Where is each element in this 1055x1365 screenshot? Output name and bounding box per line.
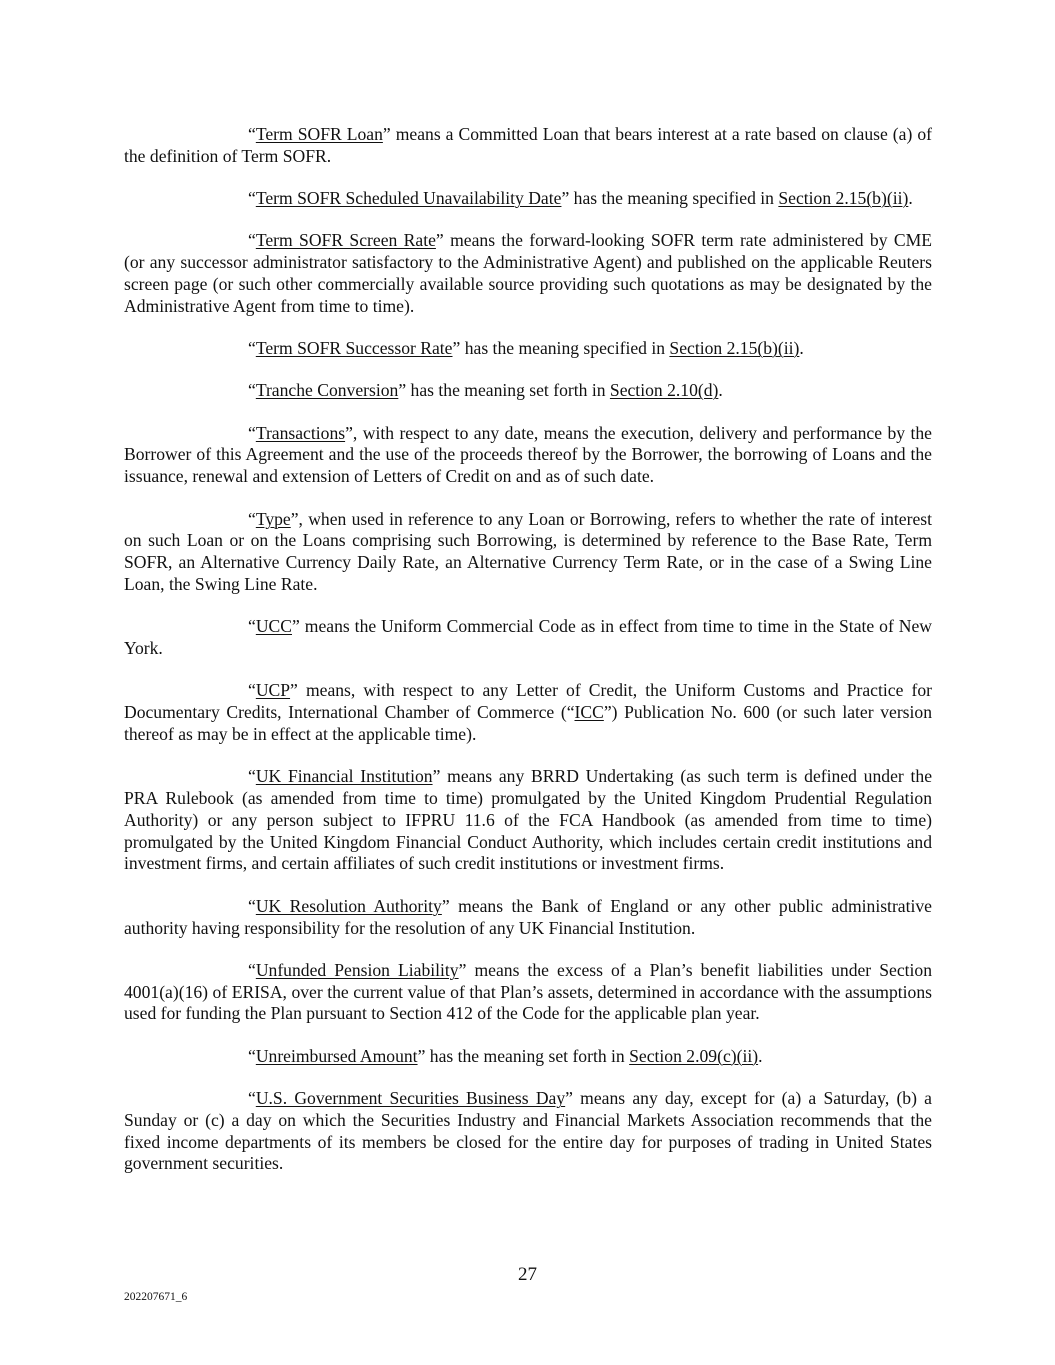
definition-term-sofr-successor-rate bbox=[124, 338, 932, 360]
quote-close: ” bbox=[458, 959, 467, 980]
quote-open: “ bbox=[248, 188, 256, 209]
defined-term-icc: ICC bbox=[574, 702, 604, 723]
definition-text: . bbox=[718, 380, 723, 401]
defined-term: UK Financial Institution bbox=[255, 766, 433, 787]
definition-text: , with respect to any date, means the execution, delivery and performance by the Borrower of this Agreement and the use of the proceeds thereof by the Borrower, the borrowing of Loans and the issuance, renewal and extension of Letters of Credit on and as of such date. bbox=[124, 422, 932, 487]
quote-open: “ bbox=[248, 1088, 256, 1108]
defined-term: Unreimbursed Amount bbox=[255, 1045, 418, 1066]
quote-open: “ bbox=[248, 680, 256, 701]
quote-open: “ bbox=[248, 959, 256, 980]
quote-open: “ bbox=[248, 895, 256, 916]
definition-text: means the excess of a Plan’s benefit liabilities under Section 4001(a)(16) of ERISA, over the current value of that Plan’s assets, determined in accordance with the assumptions used for funding the Plan pursuant to Section 412 of the Code for the applicable plan year. bbox=[124, 959, 932, 1024]
section-reference: Section 2.09(c)(ii) bbox=[629, 1045, 759, 1066]
definition-text: means any BRRD Undertaking (as such term is defined under the PRA Rulebook (as amended from time to time) promulgated by the United Kingdom Prudential Regulation Authority) or any person subject to IFPRU 11.6 of the FCA Handbook (as amended from time to time) promulgated by the United Kingdom Financial Conduct Authority, which includes certain credit institutions and investment firms, and certain affiliates of such credit institutions or investment firms. bbox=[124, 766, 933, 874]
quote-close: ” bbox=[382, 124, 396, 144]
definition-text: means a Committed Loan that bears interest at a rate based on clause (a) of the definition of Term SOFR. bbox=[124, 124, 932, 166]
definition-uk-resolution-authority bbox=[124, 896, 932, 940]
definition-ucp bbox=[124, 680, 932, 745]
quote-open: “ bbox=[248, 338, 256, 359]
quote-close: ” bbox=[561, 188, 570, 209]
quote-open: “ bbox=[248, 616, 256, 637]
quote-open: “ bbox=[248, 508, 256, 529]
definition-text: means, with respect to any Letter of Credit, the Uniform Customs and Practice for Documentary Credits, International Chamber of Commerce (“ bbox=[124, 680, 932, 723]
quote-close: ” bbox=[345, 422, 353, 443]
defined-term: Transactions bbox=[255, 422, 346, 443]
section-reference: Section 2.15(b)(ii) bbox=[669, 338, 800, 359]
definition-transactions bbox=[124, 423, 932, 488]
quote-close: ” bbox=[432, 766, 441, 787]
definition-text: . bbox=[758, 1045, 763, 1066]
definition-uk-financial-institution bbox=[124, 766, 932, 875]
quote-close: ” bbox=[565, 1088, 573, 1108]
defined-term: UK Resolution Authority bbox=[255, 895, 442, 916]
defined-term: U.S. Government Securities Business Day bbox=[255, 1088, 566, 1108]
quote-open: “ bbox=[248, 380, 256, 401]
definition-text: means the forward-looking SOFR term rate administered by CME (or any successor administrator satisfactory to the Administrative Agent) and published on the applicable Reuters screen page (or such other commercially available source providing such quotations as may be designated by the Administrative Agent from time to time). bbox=[124, 230, 933, 316]
definition-text: has the meaning set forth in bbox=[425, 1045, 630, 1066]
quote-close: ” bbox=[441, 895, 450, 916]
definition-text: , when used in reference to any Loan or Borrowing, refers to whether the rate of interest on such Loan or on the Loans comprising such Borrowing, is determined by reference to the Base Rate, Term SOFR, an Alternative Currency Daily Rate, an Alternative Currency Term Rate, or in the case of a Swing Line Loan, the Swing Line Rate. bbox=[124, 508, 932, 594]
quote-open: “ bbox=[248, 766, 256, 787]
definition-text: means the Uniform Commercial Code as in effect from time to time in the State of New York. bbox=[124, 616, 932, 659]
definition-text: has the meaning set forth in bbox=[406, 380, 610, 401]
definitions-section bbox=[124, 124, 932, 1196]
definition-unreimbursed-amount bbox=[124, 1046, 932, 1068]
quote-close: ” bbox=[435, 230, 444, 251]
definition-type bbox=[124, 509, 932, 596]
definition-term-sofr-screen-rate bbox=[124, 230, 932, 317]
definition-text: has the meaning specified in bbox=[460, 338, 670, 359]
definition-term-sofr-scheduled-unavailability-date bbox=[124, 188, 932, 210]
definition-text: means any day, except for (a) a Saturday, (b) a Sunday or (c) a day on which the Securities Industry and Financial Markets Association recommends that the fixed income departments of its members be closed for the entire day for purposes of trading in United States government securities. bbox=[124, 1088, 932, 1174]
definition-text: means the Bank of England or any other public administrative authority having responsibility for the resolution of any UK Financial Institution. bbox=[124, 895, 932, 938]
definition-unfunded-pension-liability bbox=[124, 960, 932, 1025]
definition-text: ”) Publication No. 600 (or such later version thereof as may be in effect at the applicable time). bbox=[124, 702, 933, 744]
defined-term: Tranche Conversion bbox=[255, 380, 399, 401]
defined-term: Term SOFR Scheduled Unavailability Date bbox=[255, 188, 562, 209]
definition-text: . bbox=[799, 338, 804, 359]
document-id: 202207671_6 bbox=[124, 1291, 188, 1303]
quote-close: ” bbox=[290, 508, 299, 529]
quote-close: ” bbox=[417, 1045, 426, 1066]
quote-close: ” bbox=[398, 380, 407, 401]
defined-term: Type bbox=[255, 508, 291, 529]
section-reference: Section 2.15(b)(ii) bbox=[778, 188, 909, 209]
definition-ucc bbox=[124, 616, 932, 660]
quote-open: “ bbox=[248, 1045, 256, 1066]
quote-open: “ bbox=[248, 422, 256, 443]
defined-term: Term SOFR Loan bbox=[255, 124, 383, 144]
defined-term: Term SOFR Successor Rate bbox=[255, 338, 453, 359]
defined-term: Term SOFR Screen Rate bbox=[255, 230, 436, 251]
defined-term: Unfunded Pension Liability bbox=[255, 959, 459, 980]
page-number: 27 bbox=[518, 1264, 537, 1285]
quote-close: ” bbox=[452, 338, 461, 359]
quote-open: “ bbox=[248, 230, 256, 251]
definition-term-sofr-loan bbox=[124, 124, 932, 168]
definition-text: has the meaning specified in bbox=[569, 188, 779, 209]
definition-tranche-conversion bbox=[124, 380, 932, 402]
section-reference: Section 2.10(d) bbox=[609, 380, 719, 401]
defined-term: UCC bbox=[255, 616, 292, 637]
quote-open: “ bbox=[248, 124, 256, 144]
defined-term: UCP bbox=[255, 680, 291, 701]
definition-text: . bbox=[908, 188, 913, 209]
definition-us-government-securities-business-day bbox=[124, 1088, 932, 1175]
quote-close: ” bbox=[292, 616, 300, 637]
quote-close: ” bbox=[290, 680, 298, 701]
